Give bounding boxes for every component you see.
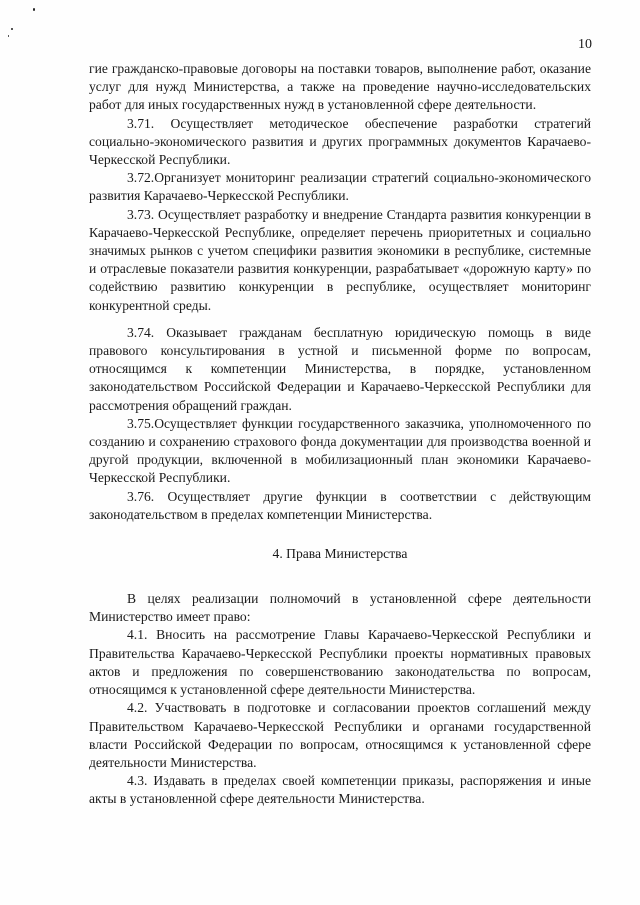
paragraph-4-2: 4.2. Участвовать в подготовке и согласовании проектов соглашений между Правительством Карачаево-Черкесской Республики и органами государственной власти Российской Федерации по вопросам, относящимся к установленной сфере деятельности Министерства. [89,700,591,770]
paragraph-continuation: гие гражданско-правовые договоры на поставки товаров, выполнение работ, оказание услуг для нужд Министерства, а также на проведение научно-исследовательских работ для иных государственных нужд в установленной сфере деятельности. [89,61,591,113]
paragraph-4-1: 4.1. Вносить на рассмотрение Главы Карачаево-Черкесской Республики и Правительства Карачаево-Черкесской Республики проекты нормативных правовых актов и предложения по совершенствованию законодательства по вопросам, относящимся к установленной сфере деятельности Министерства. [89,627,591,698]
scan-speck [8,35,9,37]
paragraph-4-3: 4.3. Издавать в пределах своей компетенции приказы, распоряжения и иные акты в установленной сфере деятельности Министерства. [89,773,591,807]
scan-speck [33,8,35,11]
paragraph-3-75: 3.75.Осуществляет функции государственного заказчика, уполномоченного по созданию и сохранению страхового фонда документации для производства военной и другой продукции, включенной в мобилизационный план экономики Карачаево-Черкесской Республики. [89,415,591,486]
paragraph-3-73: 3.73. Осуществляет разработку и внедрение Стандарта развития конкуренции в Карачаево-Черкесской Республике, определяет перечень приоритетных и социально значимых рынков с учетом специфики развития экономики в республике, системные и отраслевые показатели развития конкуренции, разрабатывает «дорожную карту» по содействию развитию конкуренции в республике, осуществляет мониторинг конкурентной среды. [89,206,591,313]
document-body [89,60,591,809]
paragraph-3-72: 3.72.Организует мониторинг реализации стратегий социально-экономического развития Карачаево-Черкесской Республики. [89,170,591,204]
page-number: 10 [578,37,592,52]
paragraph-3-71: 3.71. Осуществляет методическое обеспечение разработки стратегий социально-экономического развития и других программных документов Карачаево-Черкесской Республики. [89,115,591,168]
section-heading: 4. Права Министерства [272,546,408,562]
paragraph-3-74: 3.74. Оказывает гражданам бесплатную юридическую помощь в виде правового консультирования в устной и письменной форме по вопросам, относящимся к компетенции Министерства, в порядке, установленном законодательством Российской Федерации и Карачаево-Черкесской Республики для рассмотрения обращений граждан. [89,324,591,413]
scan-speck [11,28,13,30]
paragraph-3-76: 3.76. Осуществляет другие функции в соответствии с действующим законодательством в пределах компетенции Министерства. [89,488,591,522]
paragraph-section4-intro: В целях реализации полномочий в установленной сфере деятельности Министерство имеет право: [89,591,591,625]
